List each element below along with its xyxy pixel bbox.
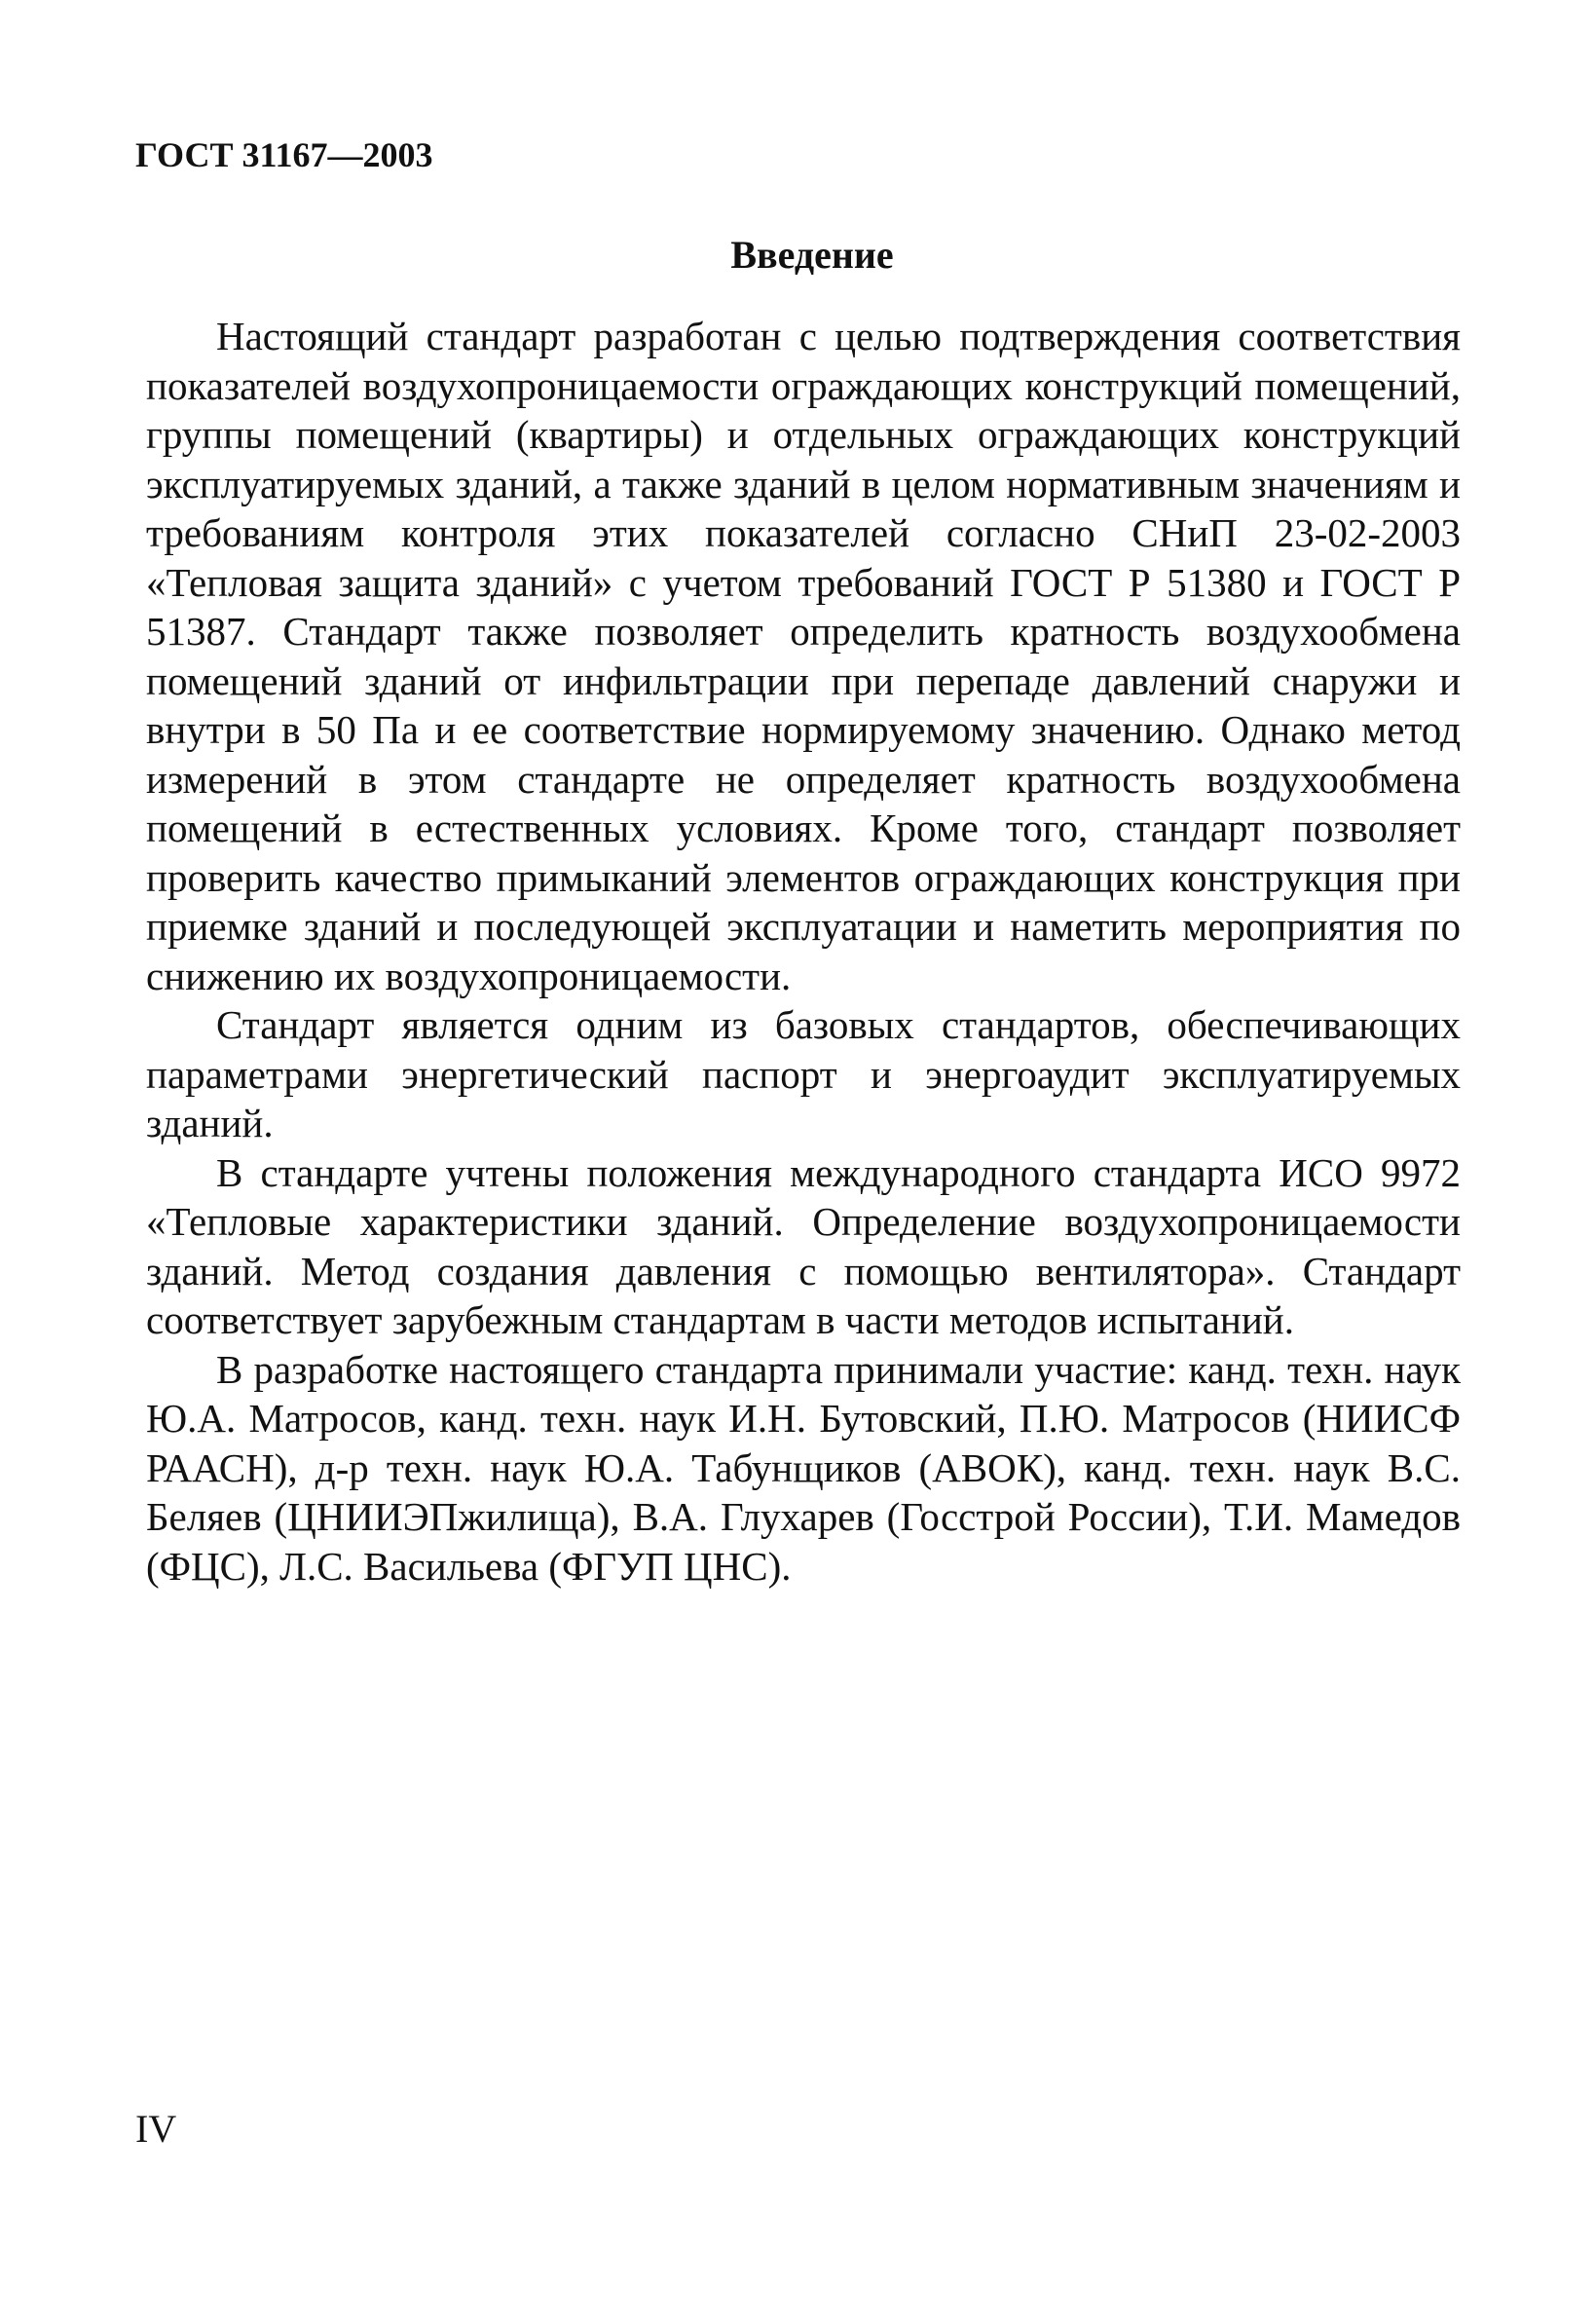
paragraph-basic-standard: Стандарт является одним из базовых стандартов, обеспечивающих параметрами энергетический паспорт и энергоаудит эксплуатируемых зданий. xyxy=(146,1002,1461,1145)
paragraph-purpose: Настоящий стандарт разработан с целью подтверждения соответствия показателей воздухопроницаемости ограждающих конструкций помещений, группы помещений (квартиры) и отдельных ограждающих конструкций эксплуатируемых зданий, а также зданий в целом нормативным значениям и требованиям контроля этих показателей согласно СНиП 23-02-2003 «Тепловая защита зданий» с учетом требований ГОСТ Р 51380 и ГОСТ Р 51387. Стандарт также позволяет определить кратность воздухообмена помещений зданий от инфильтрации при перепаде давлений снаружи и внутри в 50 Па и ее соответствие нормируемому значению. Однако метод измерений в этом стандарте не определяет кратность воздухообмена помещений в естественных условиях. Кроме того, стандарт позволяет проверить качество примыканий элементов ограждающих конструкция при приемке зданий и последующей эксплуатации и наметить мероприятия по снижению их воздухопроницаемости. xyxy=(146,314,1461,998)
paragraph-iso-reference: В стандарте учтены положения международного стандарта ИСО 9972 «Тепловые характеристики зданий. Определение воздухопроницаемости зданий. Метод создания давления с помощью вентилятора». Стандарт соответствует зарубежным стандартам в части методов испытаний. xyxy=(146,1149,1461,1342)
paragraph-authors: В разработке настоящего стандарта принимали участие: канд. техн. наук Ю.А. Матросов, канд. техн. наук И.Н. Бутовский, П.Ю. Матросов (НИИСФ РААСН), д-р техн. наук Ю.А. Табунщиков (АВОК), канд. техн. наук В.С. Беляев (ЦНИИЭПжилища), В.А. Глухарев (Госстрой России), Т.И. Мамедов (ФЦС), Л.С. Васильева (ФГУП ЦНС). xyxy=(146,1346,1461,1589)
section-title: Введение xyxy=(730,233,894,277)
body-text xyxy=(146,312,1461,1591)
page-number: IV xyxy=(135,2107,177,2151)
document-header: ГОСТ 31167—2003 xyxy=(135,135,433,174)
